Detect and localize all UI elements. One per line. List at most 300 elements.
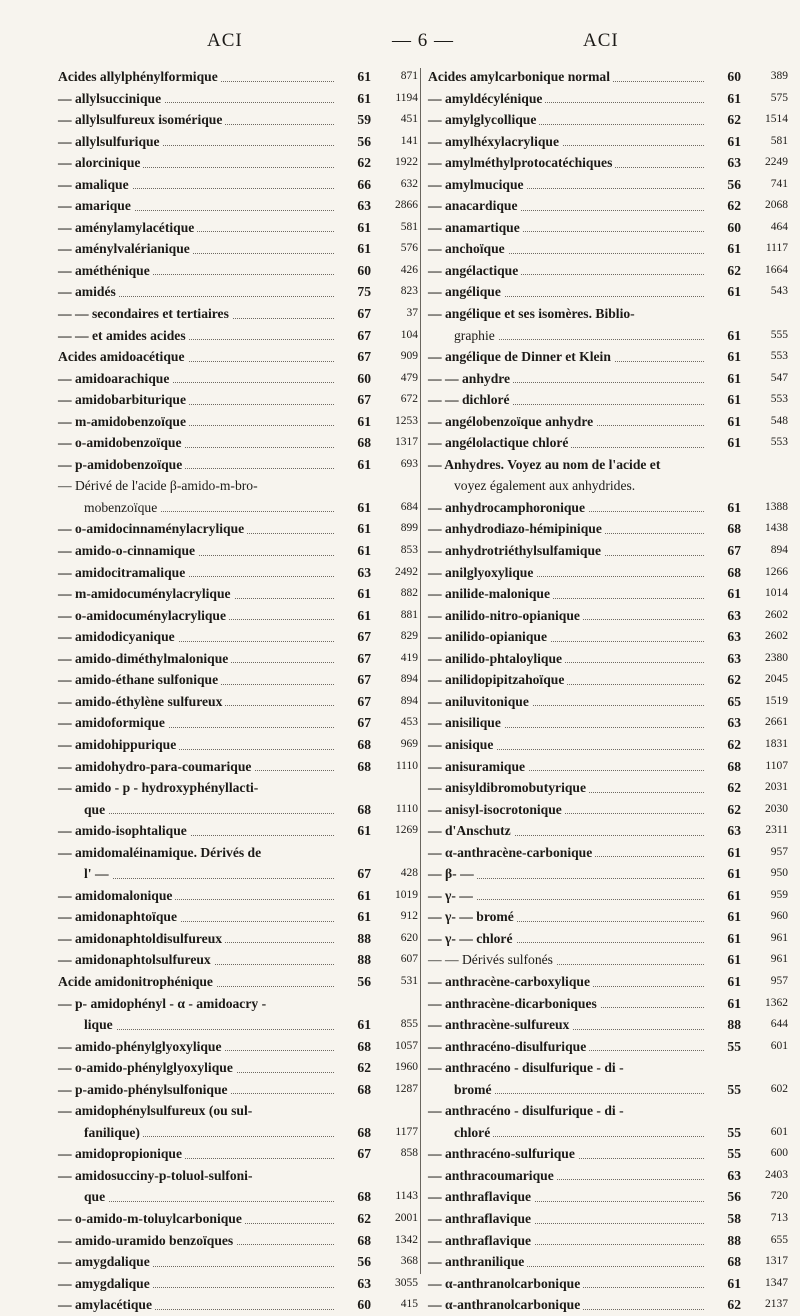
- entry-term: — o-amido-m-toluylcarbonique: [58, 1211, 245, 1226]
- page-reference: 1514: [765, 113, 788, 126]
- entry-term: — amylméthylprotocatéchiques: [428, 155, 615, 170]
- volume-number: 63: [334, 195, 371, 217]
- entry-term: — amidophénylsulfureux (ou sul-: [58, 1103, 255, 1118]
- volume-number: 61: [704, 842, 741, 864]
- volume-number: 61: [704, 432, 741, 454]
- index-entry: [58, 1143, 420, 1165]
- page-reference: 581: [770, 134, 788, 147]
- index-entry: [58, 1122, 420, 1144]
- volume-number: 67: [334, 1143, 371, 1165]
- entry-term: — allylsulfurique: [58, 134, 163, 149]
- page-reference: 1110: [395, 802, 418, 815]
- entry-term: — allylsuccinique: [58, 91, 164, 106]
- entry-term: — anthracène-carboxylique: [428, 974, 593, 989]
- entry-term: — angélactique: [428, 263, 521, 278]
- index-entry: [428, 1230, 790, 1252]
- entry-term: — angélique de Dinner et Klein: [428, 349, 614, 364]
- page-reference: 1269: [395, 824, 418, 837]
- page-reference: 1057: [395, 1039, 418, 1052]
- entry-term: — o-amidocinnaménylacrylique: [58, 521, 247, 536]
- entry-term: — amidoarachique: [58, 371, 172, 386]
- volume-number: 67: [334, 691, 371, 713]
- page-reference: 2068: [765, 199, 788, 212]
- volume-number: 68: [704, 518, 741, 540]
- index-entry: [58, 1079, 420, 1101]
- entry-term: — p- amidophényl - α - amidoacry -: [58, 996, 269, 1011]
- volume-number: 62: [704, 1294, 741, 1316]
- volume-number: 67: [334, 325, 371, 347]
- index-entry: [428, 1251, 790, 1273]
- index-entry: [428, 1273, 790, 1295]
- entry-term: — anilide-malonique: [428, 586, 553, 601]
- volume-number: 61: [704, 497, 741, 519]
- index-entry: [428, 885, 790, 907]
- volume-number: 63: [334, 1273, 371, 1295]
- entry-term: — γ- — chloré: [428, 931, 516, 946]
- index-entry: [58, 626, 420, 648]
- index-entry: [58, 756, 420, 778]
- entry-term: — α-anthranolcarbonique: [428, 1276, 583, 1291]
- volume-number: 88: [334, 949, 371, 971]
- index-entry: [58, 1208, 420, 1230]
- page-reference: 2492: [395, 565, 418, 578]
- index-entry: [428, 195, 790, 217]
- entry-term: — — Dérivés sulfonés: [428, 952, 556, 967]
- volume-number: 61: [334, 540, 371, 562]
- volume-number: 65: [704, 691, 741, 713]
- index-entry: [58, 540, 420, 562]
- page-reference: 2380: [765, 651, 788, 664]
- page-header: [0, 30, 800, 56]
- entry-term: — d'Anschutz: [428, 823, 514, 838]
- entry-term: — angélique: [428, 284, 504, 299]
- entry-term: — aniluvitonique: [428, 694, 532, 709]
- index-entry: [58, 648, 420, 670]
- volume-number: 63: [704, 820, 741, 842]
- index-entry: [58, 411, 420, 433]
- page-reference: 912: [400, 910, 418, 923]
- volume-number: 61: [334, 583, 371, 605]
- entry-term: — anthraflavique: [428, 1189, 534, 1204]
- page-reference: 1831: [765, 737, 788, 750]
- page-reference: 853: [400, 544, 418, 557]
- volume-number: 61: [704, 906, 741, 928]
- page-reference: 644: [770, 1018, 788, 1031]
- entry-term: — amido-isophtalique: [58, 823, 190, 838]
- volume-number: 61: [334, 820, 371, 842]
- volume-number: 68: [334, 1122, 371, 1144]
- entry-term: Acide amidonitrophénique: [58, 974, 216, 989]
- index-entry: [58, 583, 420, 605]
- volume-number: 68: [334, 799, 371, 821]
- header-right-guide-word: ACI: [583, 30, 619, 51]
- page-reference: 547: [770, 371, 788, 384]
- volume-number: 61: [704, 863, 741, 885]
- index-entry: [428, 949, 790, 971]
- index-entry: [428, 497, 790, 519]
- index-entry: [58, 928, 420, 950]
- page-reference: 894: [400, 673, 418, 686]
- page-reference: 823: [400, 285, 418, 298]
- volume-number: 61: [334, 88, 371, 110]
- volume-number: 56: [704, 174, 741, 196]
- page-reference: 479: [400, 371, 418, 384]
- page-reference: 2661: [765, 716, 788, 729]
- volume-number: 61: [704, 88, 741, 110]
- page-number: — 6 —: [392, 30, 454, 51]
- entry-term: — amidés: [58, 284, 119, 299]
- index-entry: [428, 562, 790, 584]
- page-reference: 2602: [765, 608, 788, 621]
- page-reference: 1317: [765, 1255, 788, 1268]
- index-entry: [58, 691, 420, 713]
- index-entry: [428, 1186, 790, 1208]
- entry-term: — o-amidocuménylacrylique: [58, 608, 229, 623]
- volume-number: 56: [334, 971, 371, 993]
- index-entry: [58, 605, 420, 627]
- index-entry: [428, 174, 790, 196]
- page-reference: 451: [400, 113, 418, 126]
- volume-number: 61: [704, 389, 741, 411]
- entry-term: — — anhydre: [428, 371, 513, 386]
- entry-term: — — secondaires et tertiaires: [58, 306, 232, 321]
- volume-number: 59: [334, 109, 371, 131]
- volume-number: 68: [334, 1036, 371, 1058]
- entry-term: — anisique: [428, 737, 496, 752]
- index-entry: [428, 260, 790, 282]
- entry-term: graphie: [428, 328, 498, 343]
- page-reference: 2403: [765, 1168, 788, 1181]
- index-entry: [58, 389, 420, 411]
- volume-number: 61: [704, 411, 741, 433]
- entry-term: que: [58, 1189, 108, 1204]
- entry-term: — anthracéno-disulfurique: [428, 1039, 589, 1054]
- volume-number: 62: [704, 734, 741, 756]
- volume-number: 61: [704, 368, 741, 390]
- entry-term: — anilido-opianique: [428, 629, 550, 644]
- page-reference: 602: [770, 1082, 788, 1095]
- index-entry: [428, 1208, 790, 1230]
- page-reference: 655: [770, 1233, 788, 1246]
- page-reference: 693: [400, 457, 418, 470]
- entry-term: — γ- — bromé: [428, 909, 517, 924]
- entry-term: mobenzoïque: [58, 500, 160, 515]
- entry-term: — aménylvalérianique: [58, 241, 193, 256]
- page-reference: 141: [400, 134, 418, 147]
- entry-term: — amylglycollique: [428, 112, 539, 127]
- index-entry: [428, 605, 790, 627]
- volume-number: 61: [334, 66, 371, 88]
- index-entry: [428, 303, 790, 325]
- index-entry: [58, 174, 420, 196]
- index-entry: [428, 1143, 790, 1165]
- index-entry: [428, 389, 790, 411]
- page-reference: 453: [400, 716, 418, 729]
- index-entry: [58, 281, 420, 303]
- index-entry: [58, 842, 420, 864]
- entry-term: — amidonaphtolsulfureux: [58, 952, 214, 967]
- page-reference: 2602: [765, 630, 788, 643]
- entry-term: — amylacétique: [58, 1297, 155, 1312]
- entry-term: — Dérivé de l'acide β-amido-m-bro-: [58, 478, 261, 493]
- volume-number: 75: [334, 281, 371, 303]
- index-entry: [58, 1294, 420, 1316]
- entry-term: — m-amidocuménylacrylique: [58, 586, 234, 601]
- page-reference: 1362: [765, 996, 788, 1009]
- volume-number: 60: [334, 368, 371, 390]
- column-divider: [420, 68, 421, 1274]
- entry-term: — p-amido-phénylsulfonique: [58, 1082, 231, 1097]
- entry-term: — anisyl-isocrotonique: [428, 802, 565, 817]
- volume-number: 88: [704, 1230, 741, 1252]
- volume-number: 60: [704, 217, 741, 239]
- entry-term: lique: [58, 1017, 116, 1032]
- volume-number: 67: [334, 863, 371, 885]
- entry-term: — anthracéno-sulfurique: [428, 1146, 578, 1161]
- volume-number: 61: [704, 971, 741, 993]
- volume-number: 61: [334, 454, 371, 476]
- index-entry: [428, 66, 790, 88]
- index-entry: [428, 88, 790, 110]
- page-reference: 581: [400, 220, 418, 233]
- entry-term: — amido-éthylène sulfureux: [58, 694, 225, 709]
- entry-term: — amalique: [58, 177, 132, 192]
- index-entry: [428, 691, 790, 713]
- index-entry: [428, 346, 790, 368]
- page-reference: 632: [400, 177, 418, 190]
- page-reference: 575: [770, 91, 788, 104]
- page-reference: 957: [770, 845, 788, 858]
- page-reference: 1014: [765, 587, 788, 600]
- volume-number: 61: [704, 885, 741, 907]
- volume-number: 61: [704, 281, 741, 303]
- page-reference: 601: [770, 1125, 788, 1138]
- index-entry: [428, 518, 790, 540]
- page-reference: 871: [400, 70, 418, 82]
- entry-term: — anthraflavique: [428, 1233, 534, 1248]
- header-left-guide-word: ACI: [207, 30, 243, 51]
- volume-number: 68: [334, 1186, 371, 1208]
- entry-term: — amidonaphtoïque: [58, 909, 180, 924]
- volume-number: 61: [704, 993, 741, 1015]
- index-entry: [428, 669, 790, 691]
- volume-number: 66: [334, 174, 371, 196]
- index-entry: [58, 475, 420, 497]
- volume-number: 61: [704, 1273, 741, 1295]
- index-entry: [428, 648, 790, 670]
- entry-term: chloré: [428, 1125, 493, 1140]
- volume-number: 56: [334, 131, 371, 153]
- entry-term: — o-amidobenzoïque: [58, 435, 185, 450]
- volume-number: 68: [334, 1079, 371, 1101]
- entry-term: — amidopropionique: [58, 1146, 185, 1161]
- page-reference: 855: [400, 1018, 418, 1031]
- index-entry: [428, 971, 790, 993]
- volume-number: 61: [704, 928, 741, 950]
- page-reference: 555: [770, 328, 788, 341]
- volume-number: 68: [334, 432, 371, 454]
- page-reference: 2030: [765, 802, 788, 815]
- page-reference: 909: [400, 350, 418, 363]
- page-reference: 858: [400, 1147, 418, 1160]
- index-entry: [58, 971, 420, 993]
- entry-term: — amyldécylénique: [428, 91, 545, 106]
- page-reference: 741: [770, 177, 788, 190]
- index-entry: [58, 368, 420, 390]
- page-reference: 553: [770, 436, 788, 449]
- volume-number: 67: [334, 303, 371, 325]
- volume-number: 61: [334, 497, 371, 519]
- index-entry: [58, 66, 420, 88]
- index-entry: [58, 669, 420, 691]
- volume-number: 61: [704, 949, 741, 971]
- volume-number: 61: [334, 217, 371, 239]
- entry-term: — anisilique: [428, 715, 504, 730]
- page-reference: 543: [770, 285, 788, 298]
- page-reference: 1922: [395, 156, 418, 169]
- index-entry: [58, 109, 420, 131]
- entry-term: — anacardique: [428, 198, 521, 213]
- index-entry: [428, 540, 790, 562]
- volume-number: 62: [704, 669, 741, 691]
- page-reference: 3055: [395, 1276, 418, 1289]
- entry-term: — anchoïque: [428, 241, 508, 256]
- volume-number: 58: [704, 1208, 741, 1230]
- index-entry: [428, 1079, 790, 1101]
- entry-term: — anthracoumarique: [428, 1168, 557, 1183]
- index-entry: [58, 820, 420, 842]
- entry-term: — anilido-nitro-opianique: [428, 608, 583, 623]
- entry-term: — — dichloré: [428, 392, 513, 407]
- volume-number: 62: [704, 195, 741, 217]
- entry-term: l' —: [58, 866, 112, 881]
- page-reference: 960: [770, 910, 788, 923]
- entry-term: — angélique et ses isomères. Biblio-: [428, 306, 638, 321]
- volume-number: 55: [704, 1079, 741, 1101]
- index-entry: [428, 1014, 790, 1036]
- index-entry: [428, 734, 790, 756]
- index-entry: [428, 411, 790, 433]
- page-reference: 553: [770, 393, 788, 406]
- page-reference: 1287: [395, 1082, 418, 1095]
- index-entry: [58, 1186, 420, 1208]
- volume-number: 61: [704, 325, 741, 347]
- entry-term: — — et amides acides: [58, 328, 189, 343]
- index-entry: [58, 454, 420, 476]
- index-entry: [58, 260, 420, 282]
- index-entry: [58, 1014, 420, 1036]
- page-reference: 1317: [395, 436, 418, 449]
- volume-number: 67: [704, 540, 741, 562]
- volume-number: 62: [334, 152, 371, 174]
- index-entry: [428, 281, 790, 303]
- entry-term: — angélolactique chloré: [428, 435, 571, 450]
- entry-term: voyez également aux anhydrides.: [428, 478, 638, 493]
- index-entry: [428, 217, 790, 239]
- entry-term: — améthénique: [58, 263, 153, 278]
- volume-number: 88: [334, 928, 371, 950]
- page-reference: 1019: [395, 888, 418, 901]
- volume-number: 68: [334, 1230, 371, 1252]
- entry-term: fanilique): [58, 1125, 143, 1140]
- entry-term: — anthracène-sulfureux: [428, 1017, 572, 1032]
- page-reference: 713: [770, 1211, 788, 1224]
- entry-term: Acides amidoacétique: [58, 349, 188, 364]
- page-reference: 961: [770, 931, 788, 944]
- entry-term: — amylhéxylacrylique: [428, 134, 562, 149]
- page-reference: 1266: [765, 565, 788, 578]
- entry-term: — β- —: [428, 866, 477, 881]
- index-entry: [58, 131, 420, 153]
- entry-term: — amidosucciny-p-toluol-sulfoni-: [58, 1168, 256, 1183]
- volume-number: 88: [704, 1014, 741, 1036]
- index-entry: [58, 949, 420, 971]
- entry-term: — amido-éthane sulfonique: [58, 672, 221, 687]
- volume-number: 61: [334, 605, 371, 627]
- index-entry: [428, 712, 790, 734]
- index-entry: [428, 1294, 790, 1316]
- entry-term: — amygdalique: [58, 1276, 153, 1291]
- volume-number: 68: [334, 734, 371, 756]
- entry-term: — anilidopipitzahoïque: [428, 672, 567, 687]
- volume-number: 67: [334, 626, 371, 648]
- entry-term: — angélobenzoïque anhydre: [428, 414, 596, 429]
- entry-term: — anhydrodiazo-hémipinique: [428, 521, 605, 536]
- volume-number: 60: [704, 66, 741, 88]
- entry-term: — m-amidobenzoïque: [58, 414, 189, 429]
- index-entry: [428, 842, 790, 864]
- page-reference: 684: [400, 500, 418, 513]
- page-reference: 389: [770, 70, 788, 82]
- page-reference: 961: [770, 953, 788, 966]
- index-entry: [428, 820, 790, 842]
- page-reference: 894: [400, 694, 418, 707]
- entry-term: — amidomalonique: [58, 888, 175, 903]
- index-entry: [428, 325, 790, 347]
- page-reference: 1107: [765, 759, 788, 772]
- entry-term: — amylmucique: [428, 177, 527, 192]
- index-entry: [58, 777, 420, 799]
- volume-number: 67: [334, 669, 371, 691]
- page-reference: 531: [400, 974, 418, 987]
- index-entry: [58, 993, 420, 1015]
- index-entry: [428, 928, 790, 950]
- entry-term: — anisuramique: [428, 759, 528, 774]
- page-reference: 548: [770, 414, 788, 427]
- volume-number: 60: [334, 1294, 371, 1316]
- index-entry: [428, 799, 790, 821]
- volume-number: 55: [704, 1143, 741, 1165]
- index-entry: [58, 1036, 420, 1058]
- index-entry: [428, 756, 790, 778]
- volume-number: 62: [704, 109, 741, 131]
- entry-term: — p-amidobenzoïque: [58, 457, 185, 472]
- page-reference: 2866: [395, 199, 418, 212]
- right-index-column: [428, 66, 790, 1316]
- page-reference: 950: [770, 867, 788, 880]
- page-reference: 1519: [765, 694, 788, 707]
- entry-term: — α-anthranolcarbonique: [428, 1297, 583, 1312]
- index-entry: [58, 518, 420, 540]
- index-entry: [58, 1057, 420, 1079]
- page-reference: 829: [400, 630, 418, 643]
- volume-number: 67: [334, 389, 371, 411]
- entry-term: — amarique: [58, 198, 134, 213]
- entry-term: — γ- —: [428, 888, 476, 903]
- page-reference: 2045: [765, 673, 788, 686]
- index-entry: [58, 1165, 420, 1187]
- volume-number: 68: [704, 756, 741, 778]
